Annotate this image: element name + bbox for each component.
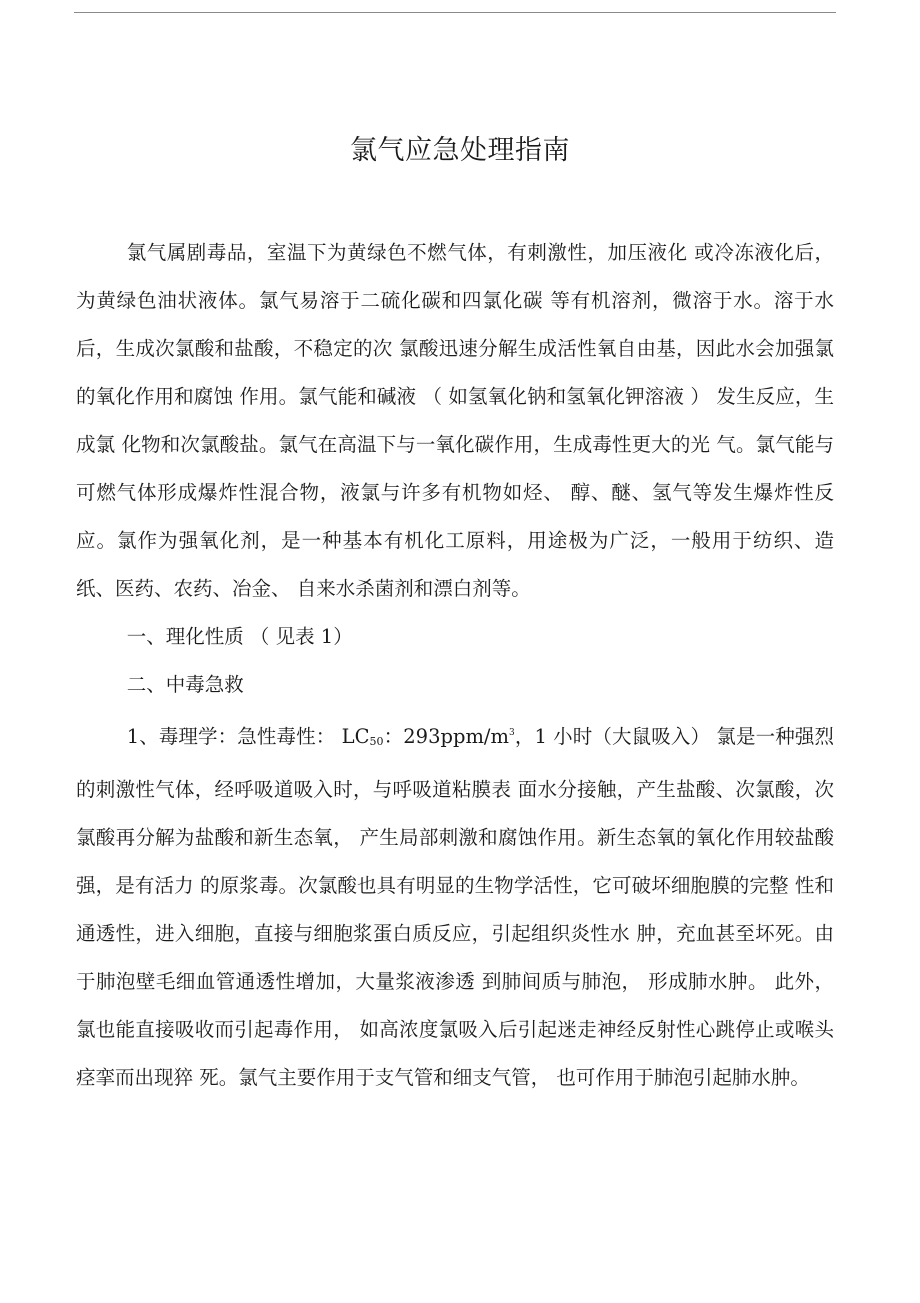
toxicology-dose: ：293ppm/m xyxy=(383,725,509,748)
toxicology-paragraph xyxy=(76,709,834,1102)
document-body xyxy=(76,229,834,1102)
document-title: 氯气应急处理指南 xyxy=(350,135,570,166)
lc-subscript: 50 xyxy=(369,735,384,748)
toxicology-text: ，1 小时（大鼠吸入） 氯是一种强烈的刺激性气体，经呼吸道吸入时，与呼吸道粘膜表 面水分接触，产生盐酸、次氯酸，次氯酸再分解为盐酸和新生态氧， 产生局部刺激和腐蚀作用。新生态氧的氧化作用较盐酸强，是有活力 的原浆毒。次氯酸也具有明显的生物学活性，它可破坏细胞膜的完整 性和通透性，进入细胞，直接与细胞浆蛋白质反应，引起组织炎性水 肿，充血甚至坏死。由于肺泡壁毛细血管通透性增加，大量浆液渗透 到肺间质与肺泡， 形成肺水肿。 此外， 氯也能直接吸收而引起毒作用， 如高浓度氯吸入后引起迷走神经反射性心跳停止或喉头痉挛而出现猝 死。氯气主要作用于支气管和细支气管， 也可作用于肺泡引起肺水肿。 xyxy=(76,725,834,1089)
section-heading-first-aid: 二、中毒急救 xyxy=(126,673,244,696)
section-heading-properties: 一、理化性质 （ 见表 1） xyxy=(126,625,353,648)
unit-superscript: 3 xyxy=(509,728,515,738)
header-rule xyxy=(74,12,836,13)
intro-paragraph: 氯气属剧毒品，室温下为黄绿色不燃气体，有刺激性，加压液化 或冷冻液化后，为黄绿色油状液体。氯气易溶于二硫化碳和四氯化碳 等有机溶剂，微溶于水。溶于水后，生成次氯酸和盐酸，不稳定的次 氯酸迅速分解生成活性氧自由基，因此水会加强氯的氧化作用和腐蚀 作用。氯气能和碱液 （ 如氢氧化钠和氢氧化钾溶液 ） 发生反应，生成氯 化物和次氯酸盐。氯气在高温下与一氧化碳作用，生成毒性更大的光 气。氯气能与可燃气体形成爆炸性混合物，液氯与许多有机物如烃、 醇、醚、氢气等发生爆炸性反应。氯作为强氧化剂，是一种基本有机化工原料，用途极为广泛，一般用于纺织、造纸、医药、农药、冶金、 自来水杀菌剂和漂白剂等。 xyxy=(76,241,834,600)
toxicology-lead: 1、毒理学：急性毒性： LC xyxy=(126,725,370,748)
